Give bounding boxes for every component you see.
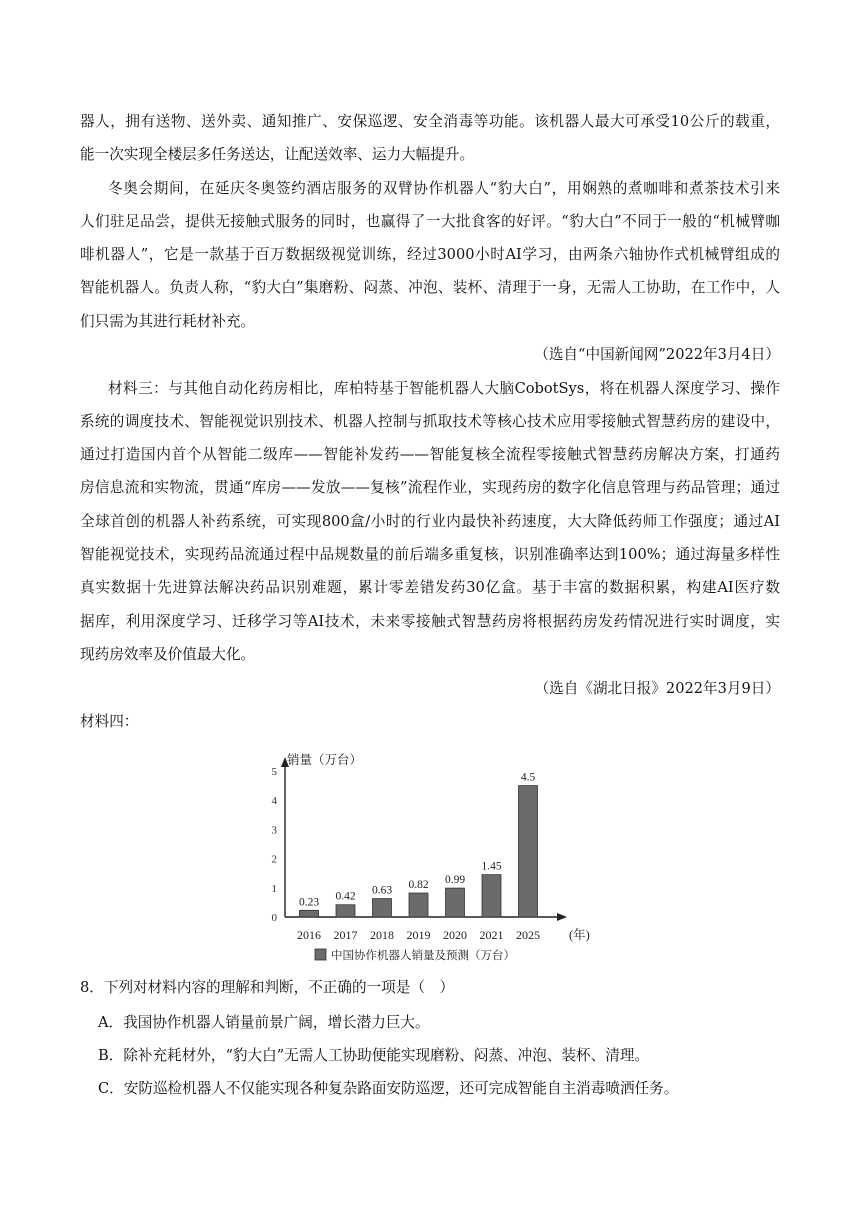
paragraph-line: 材料三：与其他自动化药房相比，库柏特基于智能机器人大脑CobotSys，将在机器人深度学习、操作 [108,380,780,397]
bar [409,893,428,917]
legend-label: 中国协作机器人销量及预测（万台） [331,950,515,962]
y-axis-label: 销量（万台） [287,753,363,767]
x-tick-label: 2019 [406,928,431,942]
source-citation: （选自“中国新闻网”2022年3月4日） [534,346,780,363]
paragraph-line: 冬奥会期间，在延庆冬奥签约酒店服务的双臂协作机器人“豹大白”，用娴熟的煮咖啡和煮茶技术引来 [108,180,780,197]
paragraph-line: 器人，拥有送物、送外卖、通知推广、安保巡逻、安全消毒等功能。该机器人最大可承受10公斤的载重， [80,113,780,130]
paragraph-line: 房信息流和实物流，贯通“库房——发放——复核”流程作业，实现药房的数字化信息管理与药品管理；通过 [80,479,780,496]
y-tick-label: 5 [271,766,277,778]
sales-bar-chart [255,743,595,973]
paragraph-line: 智能机器人。负责人称，“豹大白”集磨粉、闷蒸、冲泡、装杯、清理于一身，无需人工协助，在工作中，人 [80,279,780,296]
bar [482,875,501,917]
x-tick-label: 2025 [516,928,540,942]
x-tick-label: 2017 [333,928,358,942]
option-c: C．安防巡检机器人不仅能实现各种复杂路面安防巡逻，还可完成智能自主消毒喷洒任务。 [98,1080,679,1097]
material-four-label: 材料四： [80,713,139,730]
paragraph-line: 现药房效率及价值最大化。 [80,646,256,663]
bar-value-label: 0.99 [444,874,466,887]
bar [446,888,465,917]
legend-swatch [315,949,326,960]
option-b: B．除补充耗材外，“豹大白”无需人工协助便能实现磨粉、闷蒸、冲泡、装杯、清理。 [98,1047,650,1064]
paragraph-line: 们只需为其进行耗材补充。 [80,313,256,330]
paragraph-line: 据库，利用深度学习、迁移学习等AI技术，未来零接触式智慧药房将根据药房发药情况进行实时调度，实 [80,613,780,630]
y-tick-label: 2 [271,853,277,866]
x-tick-label: 2016 [297,928,321,942]
bar-value-label: 1.45 [481,860,502,873]
bar [519,786,538,917]
x-axis-label: (年) [569,928,590,942]
paragraph-line: 全球首创的机器人补药系统，可实现800盒/小时的行业内最快补药速度，大大降低药师工作强度；通过AI [80,513,780,530]
bar-value-label: 0.23 [298,896,320,909]
question-stem: 8．下列对材料内容的理解和判断，不正确的一项是（ ） [80,979,455,996]
bar [373,899,392,917]
x-axis-arrow [557,913,567,921]
x-tick-label: 2018 [370,928,394,942]
paragraph-line: 系统的调度技术、智能视觉识别技术、机器人控制与抓取技术等核心技术应用零接触式智慧药房的建设中， [80,413,780,430]
bar-value-label: 0.82 [408,879,429,892]
option-a: A．我国协作机器人销量前景广阔，增长潜力巨大。 [98,1014,430,1031]
bar [300,910,319,917]
y-tick-label: 0 [271,912,277,924]
y-tick-label: 1 [271,882,277,895]
bar-value-label: 4.5 [520,771,536,784]
y-tick-label: 3 [271,824,277,837]
bar [336,905,355,917]
y-tick-label: 4 [271,795,277,808]
bar-value-label: 0.42 [335,890,356,903]
paragraph-line: 智能视觉技术，实现药品流通过程中品规数量的前后端多重复核，识别准确率达到100%；通过海量多样性 [80,546,780,563]
paragraph-line: 啡机器人”，它是一款基于百万数据级视觉训练，经过3000小时AI学习，由两条六轴协作式机械臂组成的 [80,246,780,263]
x-tick-label: 2020 [443,928,467,942]
bar-value-label: 0.63 [371,884,393,897]
paragraph-line: 人们驻足品尝，提供无接触式服务的同时，也赢得了一大批食客的好评。“豹大白”不同于一般的“机械臂咖 [80,213,780,230]
source-citation: （选自《湖北日报》2022年3月9日） [534,680,780,697]
x-tick-label: 2021 [479,928,504,942]
paragraph-line: 真实数据十先进算法解决药品识别难题，累计零差错发药30亿盒。基于丰富的数据积累，构建AI医疗数 [80,579,780,596]
paragraph-line: 通过打造国内首个从智能二级库——智能补发药——智能复核全流程零接触式智慧药房解决方案，打通药 [80,446,780,463]
paragraph-line: 能一次实现全楼层多任务送达，让配送效率、运力大幅提升。 [80,146,475,163]
